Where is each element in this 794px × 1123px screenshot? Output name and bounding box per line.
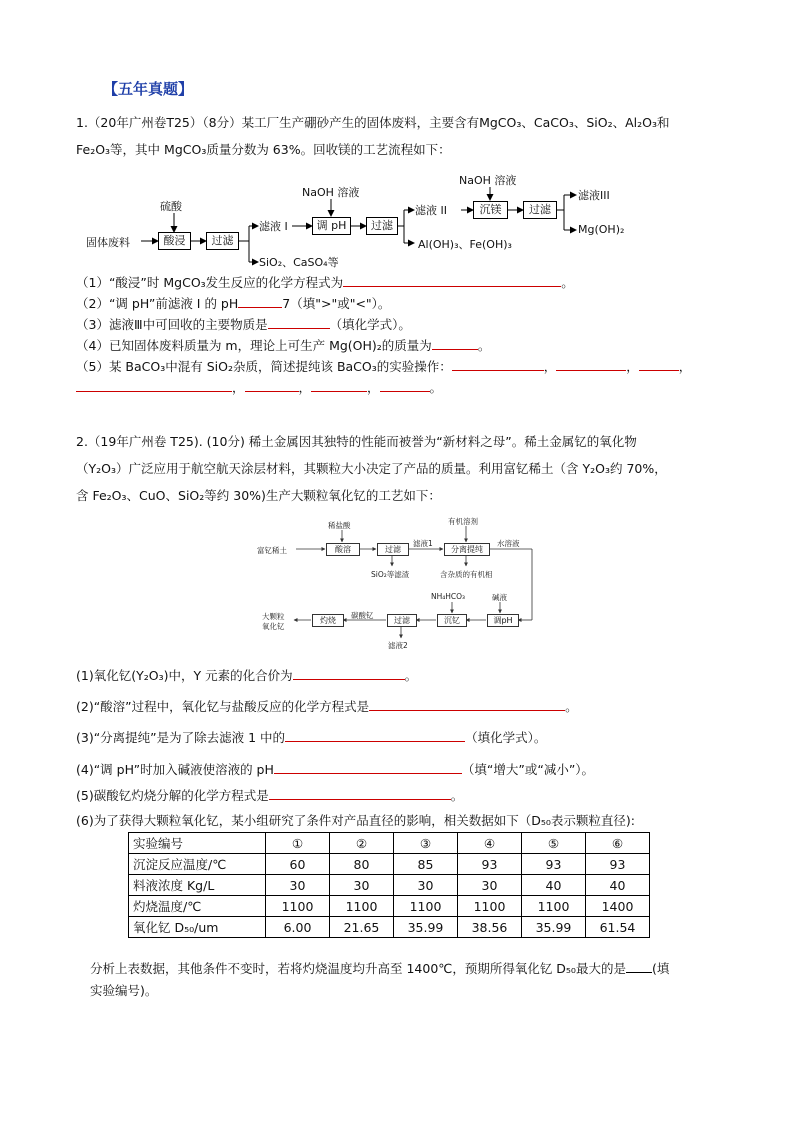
q2-flow-aqueous: 水溶液: [497, 539, 520, 548]
table-cell: 1100: [394, 896, 458, 917]
table-cell: 30: [266, 875, 330, 896]
table-cell: 40: [522, 875, 586, 896]
q1-flow-filtrate3: 滤液III: [578, 189, 610, 202]
q2-flow-separate-box: 分离提纯: [444, 543, 490, 556]
q1-sub5-comma-5: ，: [298, 380, 312, 395]
q2-sub3-text-b: （填化学式）。: [465, 730, 547, 745]
q1-sub5-comma-1: ，: [543, 359, 557, 374]
q1-sub3-text-b: （填化学式）。: [329, 317, 411, 332]
q2-flow-nh4hco3: NH₄HCO₃: [431, 592, 466, 601]
table-cell: 93: [458, 854, 522, 875]
table-cell: 1100: [522, 896, 586, 917]
table-cell: 30: [458, 875, 522, 896]
q2-analysis-line1: [90, 959, 669, 977]
q1-sub2-text-b: 7（填">"或"<"）。: [282, 296, 391, 311]
q1-flow-filter1-box: 过滤: [206, 232, 239, 250]
q2-sub2-period: 。: [565, 699, 578, 714]
q2-sub3-answer-blank[interactable]: [285, 729, 465, 742]
table-cell: 93: [522, 854, 586, 875]
q1-sub2-text-a: （2）“调 pH”前滤液 Ⅰ 的 pH: [76, 296, 239, 311]
q1-flow-start: 固体废料: [86, 236, 130, 249]
q2-flow-filter1-box: 过滤: [377, 543, 409, 556]
table-cell: 30: [330, 875, 394, 896]
table-cell: 1100: [330, 896, 394, 917]
q2-sub4-text-b: （填“增大”或“减小”）。: [461, 762, 595, 777]
table-cell: 61.54: [586, 917, 650, 938]
q2-stem-line3: 含 Fe₂O₃、CuO、SiO₂等约 30%)生产大颗粒氧化钇的工艺如下：: [76, 488, 441, 503]
q1-sub5-period: 。: [429, 380, 443, 395]
q1-sub4-text: （4）已知固体废料质量为 m，理论上可生产 Mg(OH)₂的质量为: [76, 338, 432, 353]
q1-sub5-comma-3: ，: [678, 359, 692, 374]
q1-sub1-period: 。: [561, 275, 574, 290]
q2-stem-line1: 2.（19年广州卷 T25). (10分) 稀土金属因其独特的性能而被誉为“新材料之母”。稀土金属钇的氧化物: [76, 434, 637, 449]
q2-sub5-text: (5)碳酸钇灼烧分解的化学方程式是: [76, 788, 269, 803]
q1-sub5-comma-6: ，: [367, 380, 380, 395]
q1-flow-residue1: SiO₂、CaSO₄等: [259, 256, 339, 269]
table-cell: 6.00: [266, 917, 330, 938]
q2-flow-organic: 有机溶剂: [448, 517, 478, 526]
table-cell: ①: [266, 833, 330, 854]
q1-flow-residue2: Al(OH)₃、Fe(OH)₃: [418, 238, 512, 251]
q2-flow-product-a: 大颗粒: [262, 612, 285, 621]
q2-sub5-answer-blank[interactable]: [269, 787, 451, 800]
q2-sub2: [76, 697, 578, 715]
table-row: [129, 917, 650, 938]
q2-flow-residue: SiO₂等滤渣: [371, 570, 410, 579]
table-row: [129, 896, 650, 917]
section-title: 【五年真题】: [103, 80, 194, 98]
q1-flow-filter2-box: 过滤: [366, 217, 398, 235]
q2-sub4-text-a: (4)“调 pH”时加入碱液使溶液的 pH: [76, 762, 274, 777]
q2-flow-precip-box: 沉钇: [437, 614, 467, 627]
q1-sub1-text: （1）“酸浸”时 MgCO₃发生反应的化学方程式为: [76, 275, 344, 290]
q1-flow-product: Mg(OH)₂: [578, 223, 625, 236]
q1-flow-naoh1: NaOH 溶液: [302, 186, 360, 199]
table-cell: ③: [394, 833, 458, 854]
q2-sub5: [76, 786, 463, 804]
q2-flow-adjust-box: 调pH: [487, 614, 519, 627]
table-cell: 1100: [458, 896, 522, 917]
q1-flow-filtrate1: 滤液 I: [259, 220, 288, 233]
q2-sub2-answer-blank[interactable]: [369, 698, 565, 711]
table-cell: ⑥: [586, 833, 650, 854]
q2-sub2-text: (2)“酸溶”过程中，氧化钇与盐酸反应的化学方程式是: [76, 699, 370, 714]
table-cell: 30: [394, 875, 458, 896]
q2-flow-hcl: 稀盐酸: [328, 521, 351, 530]
q2-sub4: [76, 760, 594, 778]
q2-flow-alkali: 碱液: [492, 593, 507, 602]
q2-sub1-text: (1)氧化钇(Y₂O₃)中，Y 元素的化合价为: [76, 668, 293, 683]
table-cell: 1400: [586, 896, 650, 917]
table-header-row: [129, 833, 650, 854]
q1-sub5-comma-2: ，: [626, 359, 639, 374]
table-cell: ⑤: [522, 833, 586, 854]
q2-sub1: [76, 666, 417, 684]
table-cell: 60: [266, 854, 330, 875]
q1-flow-precip-mg-box: 沉镁: [473, 201, 508, 219]
q2-flow-filter2-box: 过滤: [387, 614, 417, 627]
q1-flow-leach-box: 酸浸: [158, 232, 191, 250]
table-cell: 沉淀反应温度/℃: [129, 854, 266, 875]
table-cell: ②: [330, 833, 394, 854]
q1-sub4-period: 。: [477, 338, 491, 353]
table-row: [129, 875, 650, 896]
q2-sub3-text-a: (3)“分离提纯”是为了除去滤液 1 中的: [76, 730, 286, 745]
q2-flow-product-b: 氧化钇: [262, 622, 285, 631]
table-cell: 40: [586, 875, 650, 896]
table-cell: 料液浓度 Kg/L: [129, 875, 266, 896]
q2-analysis-line2: 实验编号)。: [90, 983, 158, 998]
q2-sub6: (6)为了获得大颗粒氧化钇，某小组研究了条件对产品直径的影响，相关数据如下（D₅₀表示颗粒直径):: [76, 813, 635, 828]
q1-flow-naoh2: NaOH 溶液: [459, 174, 517, 187]
q2-analysis-text-b: (填: [651, 961, 670, 976]
table-cell: 38.56: [458, 917, 522, 938]
table-cell: 灼烧温度/℃: [129, 896, 266, 917]
q1-sub5-comma-4: ，: [232, 380, 245, 395]
q1-stem-line2: Fe₂O₃等，其中 MgCO₃质量分数为 63%。回收镁的工艺流程如下：: [76, 142, 451, 157]
q2-sub1-period: 。: [404, 668, 418, 683]
q2-sub5-period: 。: [450, 788, 464, 803]
q2-flow-calcine-box: 灼烧: [312, 614, 344, 627]
q2-flow-dissolve-box: 酸溶: [326, 543, 360, 556]
table-cell: ④: [458, 833, 522, 854]
table-cell: 35.99: [522, 917, 586, 938]
table-cell: 35.99: [394, 917, 458, 938]
table-cell: 80: [330, 854, 394, 875]
table-cell: 21.65: [330, 917, 394, 938]
q2-flow-filtrate1: 滤液1: [413, 539, 433, 548]
table-row: [129, 854, 650, 875]
experiment-table: [128, 832, 650, 938]
table-cell: 93: [586, 854, 650, 875]
q2-flow-filtrate2: 滤液2: [388, 641, 408, 650]
q2-sub1-answer-blank[interactable]: [293, 667, 405, 680]
q1-sub5-text: （5）某 BaCO₃中混有 SiO₂杂质，简述提纯该 BaCO₃的实验操作：: [76, 359, 452, 374]
q2-stem-line2: （Y₂O₃）广泛应用于航空航天涂层材料，其颗粒大小决定了产品的质量。利用富钇稀土（含 Y₂O₃约 70%，: [76, 461, 667, 476]
q2-analysis-answer-blank[interactable]: [626, 960, 652, 973]
q2-flow-organic-phase: 含杂质的有机相: [440, 570, 493, 579]
q2-sub4-answer-blank[interactable]: [274, 761, 462, 774]
table-cell: 实验编号: [129, 833, 266, 854]
q2-analysis-text: 分析上表数据，其他条件不变时，若将灼烧温度均升高至 1400℃，预期所得氧化钇 D₅₀最大的是: [90, 961, 626, 976]
q1-flow-filter3-box: 过滤: [523, 201, 557, 219]
table-cell: 1100: [266, 896, 330, 917]
q1-sub3-text-a: （3）滤液Ⅲ中可回收的主要物质是: [76, 317, 268, 332]
q2-sub3: [76, 728, 546, 746]
q2-flow-start: 富钇稀土: [257, 546, 287, 555]
table-cell: 85: [394, 854, 458, 875]
q1-flow-adjust-ph-box: 调 pH: [312, 217, 351, 235]
q2-flow-carbonate: 碳酸钇: [351, 611, 374, 620]
q1-flow-acid: 硫酸: [160, 200, 182, 213]
q1-stem-line1: 1.（20年广州卷T25）（8分）某工厂生产硼砂产生的固体废料，主要含有MgCO₃、CaCO₃、SiO₂、Al₂O₃和: [76, 115, 670, 130]
table-cell: 氧化钇 D₅₀/um: [129, 917, 266, 938]
q1-flow-filtrate2: 滤液 II: [415, 204, 447, 217]
